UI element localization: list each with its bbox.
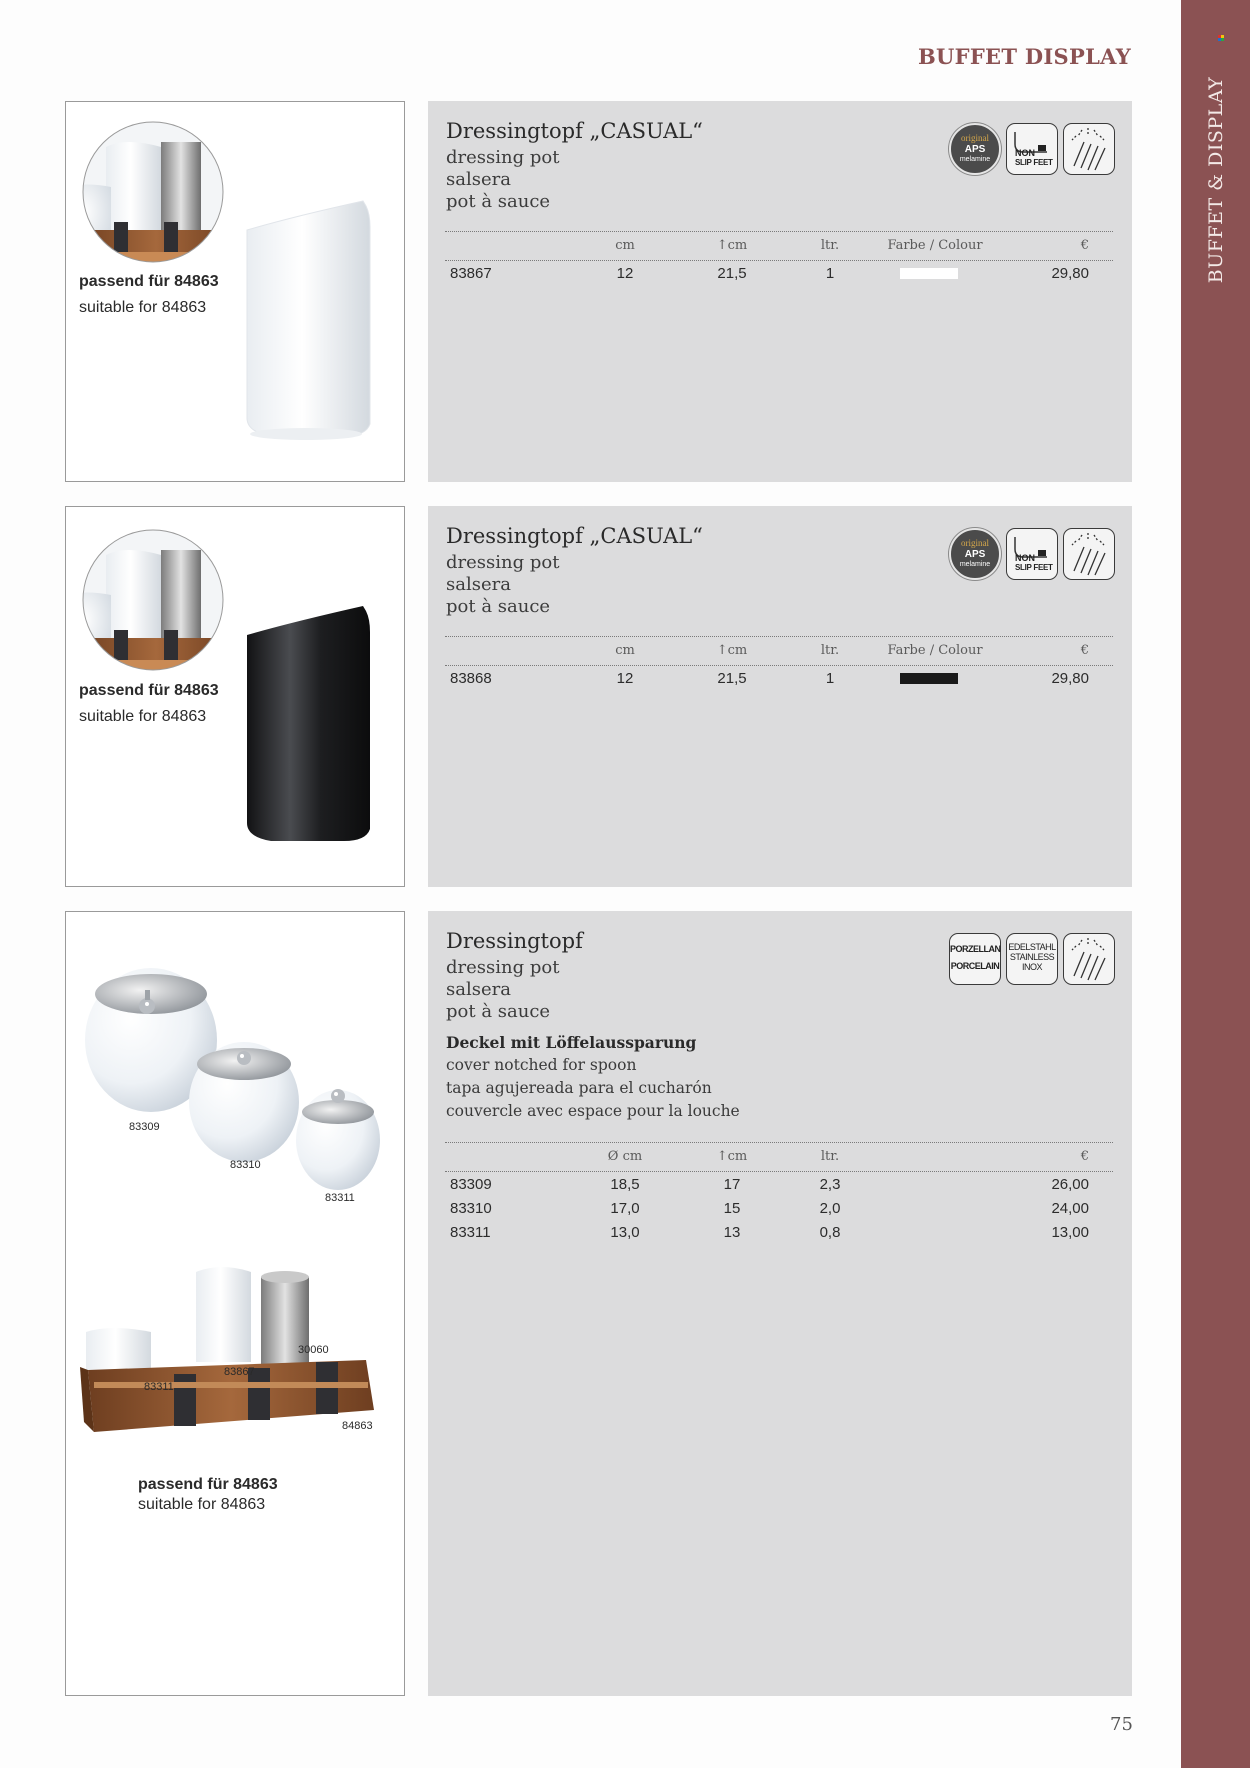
col-volume: ltr. [820,643,840,658]
non-slip-feet-badge-icon: NON SLIP FEET [1006,528,1058,580]
price-value: 29,80 [1051,670,1089,687]
table-row [445,666,1113,690]
size-value: 12 [616,265,634,282]
description-line-es: tapa agujereada para el cucharón [446,1079,712,1097]
product-info-panel-3 [428,911,1132,1696]
col-size: cm [615,643,635,658]
height-value: 17 [723,1176,741,1193]
table-header [445,1142,1113,1172]
product-subtitle-en: dressing pot [446,552,560,573]
article-number: 83867 [450,265,492,282]
product-photo-panel-3 [65,911,405,1696]
volume-value: 1 [825,265,835,282]
col-colour: Farbe / Colour [887,238,983,253]
compat-caption: suitable for 84863 [79,708,207,725]
height-value: 15 [723,1200,741,1217]
image-label: 83310 [230,1159,261,1171]
feature-badges [949,933,1115,985]
non-slip-feet-badge-icon: NON SLIP FEET [1006,123,1058,175]
product-subtitle-fr: pot à sauce [446,191,551,212]
article-number: 83309 [450,1176,492,1193]
diameter-value: 18,5 [610,1176,640,1193]
description-line-fr: couvercle avec espace pour la louche [446,1102,740,1120]
table-row [445,261,1113,285]
diameter-value: 13,0 [610,1224,640,1241]
col-volume: ltr. [820,238,840,253]
product-photo-panel-2 [65,506,405,887]
product-description [446,1031,740,1123]
page-number: 75 [1110,1714,1133,1735]
product-subtitle-es: salsera [446,979,511,1000]
dishwasher-safe-badge-icon [1063,933,1115,985]
feature-badges [949,528,1115,580]
height-arrow-icon: ↑ [716,1149,728,1164]
colour-swatch-black [900,673,958,684]
price-value: 13,00 [1051,1224,1089,1241]
registration-mark-icon [1218,35,1224,41]
table-header [445,231,1113,261]
height-value: 13 [723,1224,741,1241]
col-price: € [1080,643,1089,658]
article-number: 83311 [450,1224,491,1241]
col-height: ↑cm [716,1149,748,1164]
product-title: Dressingtopf „CASUAL“ [446,524,703,548]
product-photo-dressing-pots [66,912,406,1697]
image-label: 83867 [224,1366,255,1378]
product-title: Dressingtopf „CASUAL“ [446,119,703,143]
page-title: BUFFET DISPLAY [917,44,1131,69]
aps-melamine-badge-icon: original APS melamine [949,123,1001,175]
product-info-panel-2 [428,506,1132,887]
product-subtitle-fr: pot à sauce [446,1001,551,1022]
compat-caption-bold: passend für 84863 [79,273,219,290]
description-title: Deckel mit Löffelaussparung [446,1033,697,1052]
height-arrow-icon: ↑ [716,238,728,253]
product-subtitle-en: dressing pot [446,147,560,168]
product-subtitle-fr: pot à sauce [446,596,551,617]
volume-value: 0,8 [819,1224,841,1241]
price-value: 26,00 [1051,1176,1089,1193]
height-value: 21,5 [717,670,747,687]
price-table [445,231,1113,285]
colour-swatch-white [900,268,958,279]
compat-caption: suitable for 84863 [79,299,207,316]
image-label: 83309 [129,1121,160,1133]
product-subtitle-es: salsera [446,574,511,595]
compat-caption-bold: passend für 84863 [138,1476,278,1493]
image-label: 30060 [298,1344,329,1356]
product-photo-panel-1 [65,101,405,482]
product-photo-83867 [66,102,406,483]
price-table [445,636,1113,690]
side-tab-label: BUFFET & DISPLAY [1205,76,1227,284]
table-row [445,1172,1113,1196]
price-value: 29,80 [1051,265,1089,282]
stainless-steel-badge-icon: EDELSTAHL STAINLESS INOX [1006,933,1058,985]
height-value: 21,5 [717,265,747,282]
col-price: € [1080,238,1089,253]
dishwasher-safe-badge-icon [1063,528,1115,580]
col-price: € [1080,1149,1089,1164]
price-table [445,1142,1113,1244]
product-subtitle-es: salsera [446,169,511,190]
diameter-value: 17,0 [610,1200,640,1217]
feature-badges [949,123,1115,175]
col-diameter: Ø cm [607,1149,643,1164]
col-size: cm [615,238,635,253]
article-number: 83868 [450,670,492,687]
volume-value: 1 [825,670,835,687]
article-number: 83310 [450,1200,492,1217]
product-info-panel-1 [428,101,1132,482]
col-volume: ltr. [820,1149,840,1164]
image-label: 84863 [342,1420,373,1432]
image-label: 83311 [144,1381,174,1393]
size-value: 12 [616,670,634,687]
col-colour: Farbe / Colour [887,643,983,658]
col-height: ↑cm [716,643,748,658]
image-label: 83311 [325,1192,355,1204]
aps-melamine-badge-icon: original APS melamine [949,528,1001,580]
compat-caption: suitable for 84863 [138,1496,266,1513]
product-subtitle-en: dressing pot [446,957,560,978]
table-row [445,1196,1113,1220]
volume-value: 2,3 [819,1176,841,1193]
height-arrow-icon: ↑ [716,643,728,658]
dishwasher-safe-badge-icon [1063,123,1115,175]
product-title: Dressingtopf [446,929,583,953]
table-header [445,636,1113,666]
price-value: 24,00 [1051,1200,1089,1217]
compat-caption-bold: passend für 84863 [79,682,219,699]
col-height: ↑cm [716,238,748,253]
volume-value: 2,0 [819,1200,841,1217]
table-row [445,1220,1113,1244]
porcelain-badge-icon: PORZELLAN PORCELAIN [949,933,1001,985]
description-line-en: cover notched for spoon [446,1056,637,1074]
